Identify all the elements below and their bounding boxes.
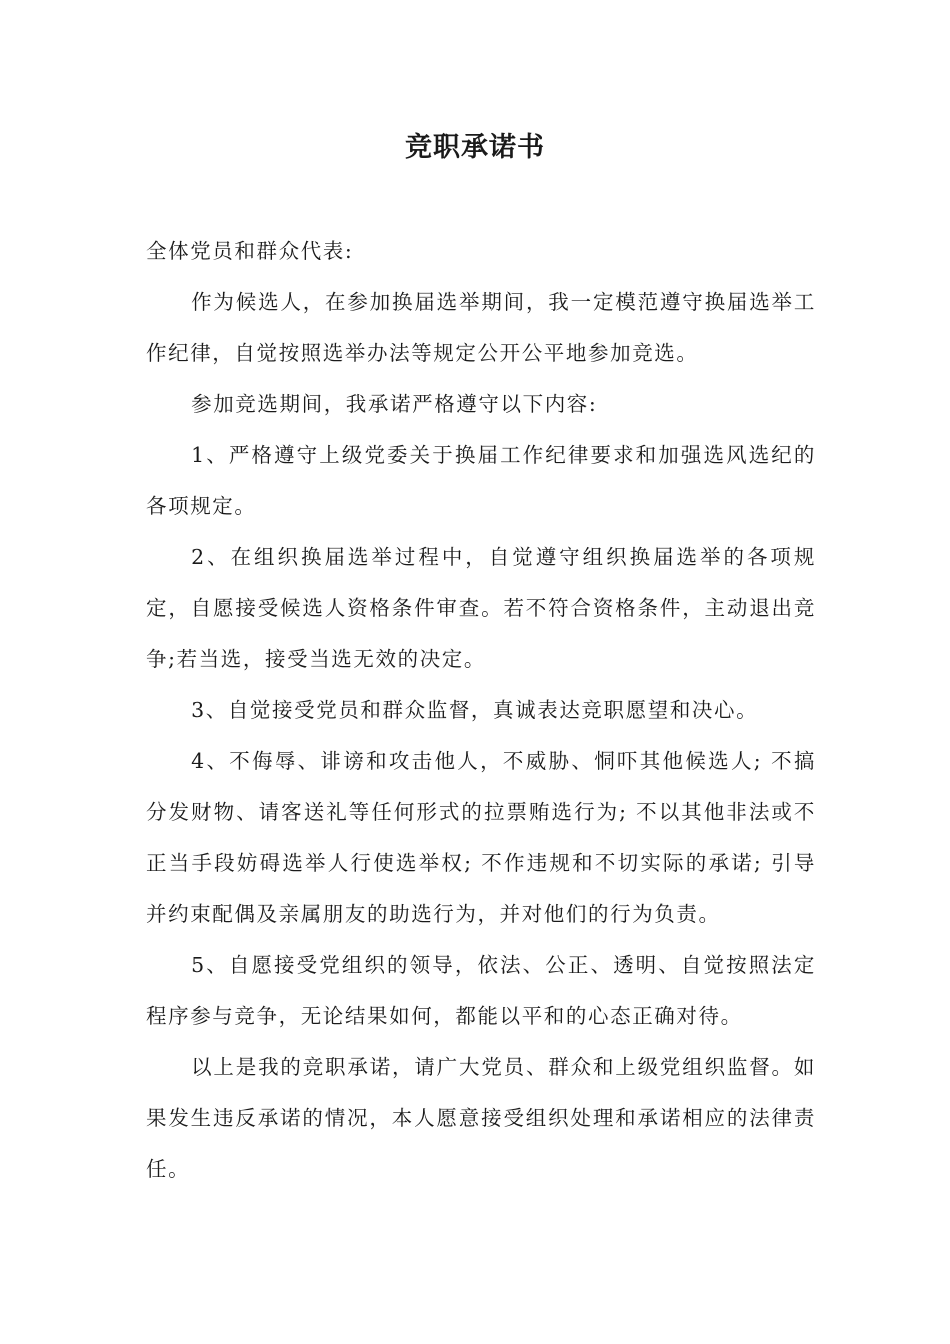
document-title: 竞职承诺书 — [405, 132, 545, 163]
paragraph-intro: 作为候选人，在参加换届选举期间，我一定模范遵守换届选举工作纪律，自觉按照选举办法等规定公开公平地参加竞选。 — [146, 290, 816, 365]
paragraph-commitment-lead: 参加竞选期间，我承诺严格遵守以下内容: — [191, 392, 598, 416]
document-body — [146, 226, 816, 1195]
paragraph-closing: 以上是我的竞职承诺，请广大党员、群众和上级党组织监督。如果发生违反承诺的情况，本人愿意接受组织处理和承诺相应的法律责任。 — [146, 1055, 816, 1181]
paragraph-item-4: 4、不侮辱、诽谤和攻击他人，不威胁、恫吓其他候选人; 不搞分发财物、请客送礼等任何形式的拉票贿选行为; 不以其他非法或不正当手段妨碍选举人行使选举权; 不作违规和不切实际的承诺; 引导并约束配偶及亲属朋友的助选行为，并对他们的行为负责。 — [146, 749, 816, 926]
paragraph-item-5: 5、自愿接受党组织的领导，依法、公正、透明、自觉按照法定程序参与竞争，无论结果如何，都能以平和的心态正确对待。 — [146, 953, 816, 1028]
paragraph-item-2: 2、在组织换届选举过程中，自觉遵守组织换届选举的各项规定，自愿接受候选人资格条件审查。若不符合资格条件，主动退出竞争;若当选，接受当选无效的决定。 — [146, 545, 816, 671]
salutation: 全体党员和群众代表: — [146, 239, 354, 263]
paragraph-item-1: 1、严格遵守上级党委关于换届工作纪律要求和加强选风选纪的各项规定。 — [146, 443, 816, 518]
paragraph-item-3: 3、自觉接受党员和群众监督，真诚表达竞职愿望和决心。 — [191, 698, 759, 722]
